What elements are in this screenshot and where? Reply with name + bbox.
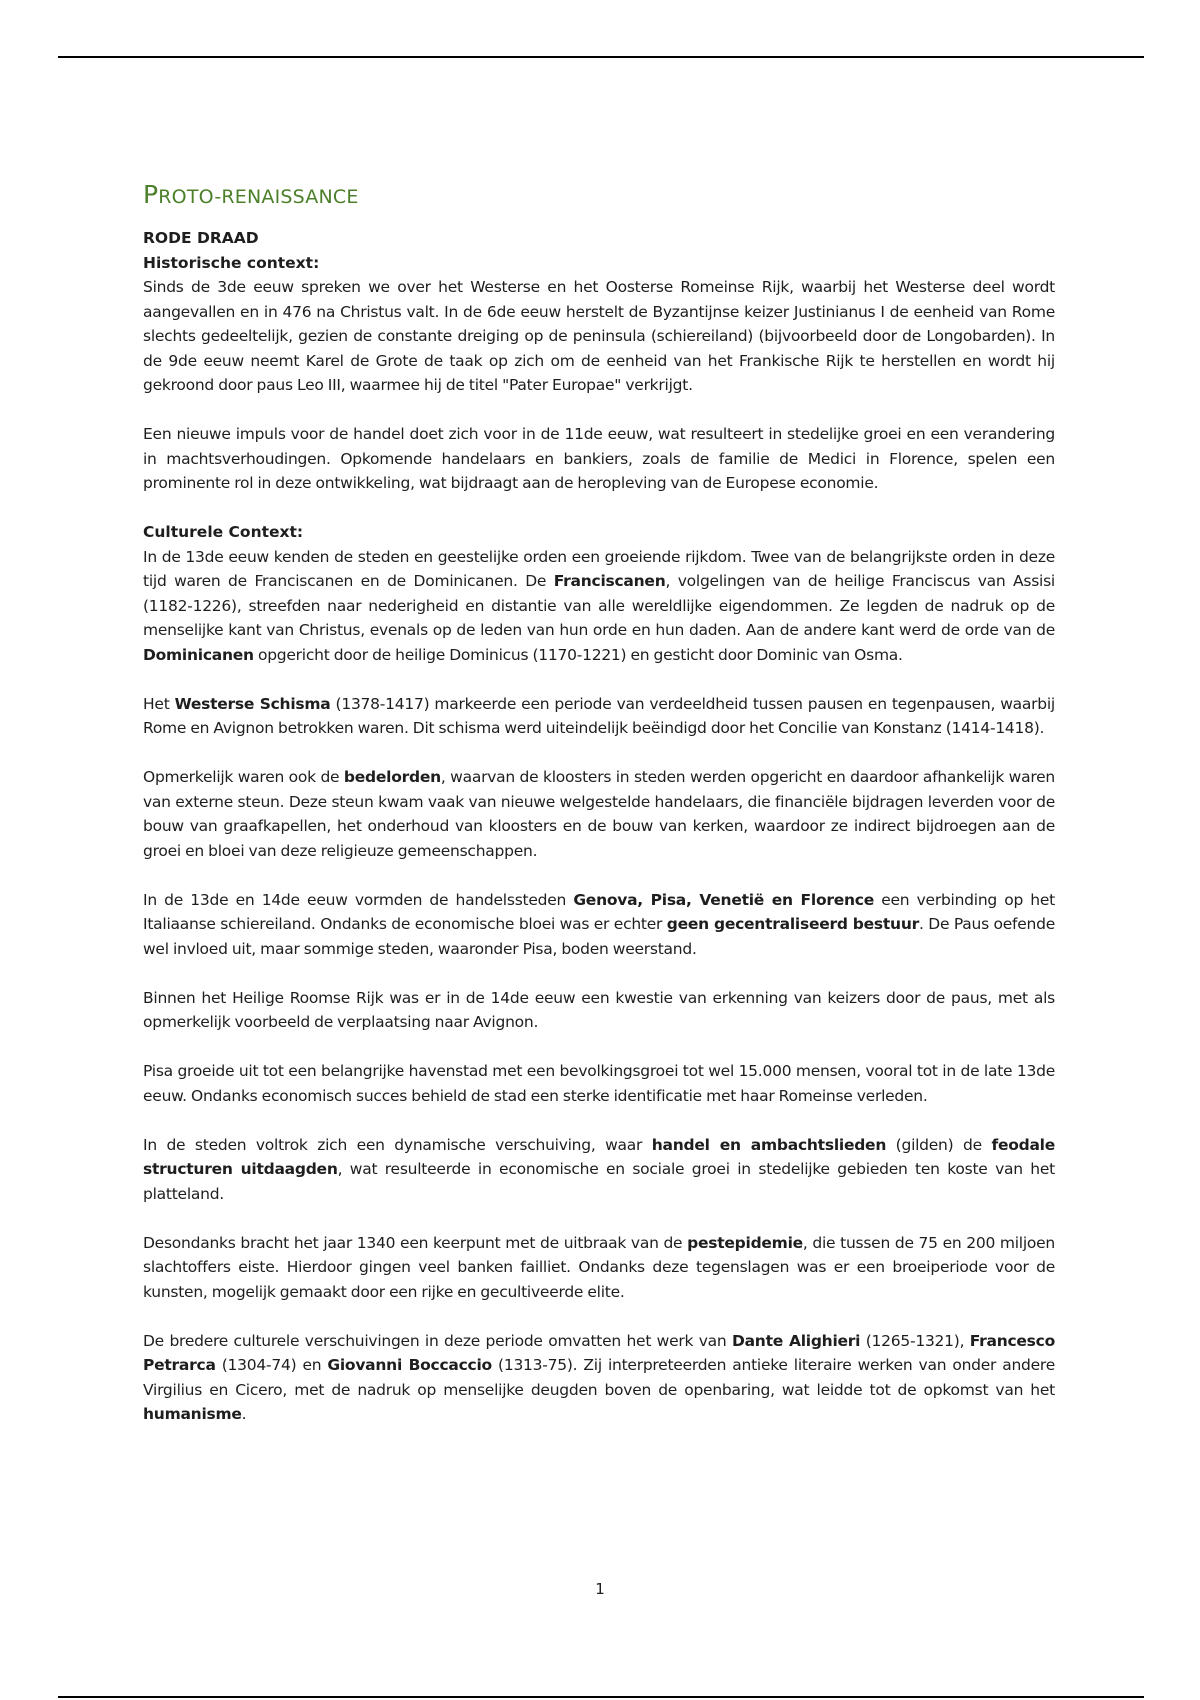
cultural-paragraph-6: Pisa groeide uit tot een belangrijke havenstad met een bevolkingsgroei tot wel 15.000 mensen, vooral tot in de late 13de eeuw. Ondanks economisch succes behield de stad een sterke identificatie met haar Romeinse verleden. [143, 1062, 1055, 1105]
historical-paragraph-1: Sinds de 3de eeuw spreken we over het Westerse en het Oosterse Romeinse Rijk, waarbij het Westerse deel wordt aangevallen en in 476 na Christus valt. In de 6de eeuw herstelt de Byzantijnse keizer Justinianus I de eenheid van Rome slechts gedeeltelijk, gezien de constante dreiging op de peninsula (schiereiland) (bijvoorbeeld door de Longobarden). In de 9de eeuw neemt Karel de Grote de taak op zich om de eenheid van het Frankische Rijk te herstellen en wordt hij gekroond door paus Leo III, waarmee hij de titel "Pater Europae" verkrijgt. [143, 278, 1055, 394]
page-number: 1 [595, 1580, 605, 1598]
historical-paragraph-2: Een nieuwe impuls voor de handel doet zich voor in de 11de eeuw, wat resulteert in stedelijke groei en een verandering in machtsverhoudingen. Opkomende handelaars en bankiers, zoals de familie de Medici in Florence, spelen een prominente rol in deze ontwikkeling, wat bijdraagt aan de heropleving van de Europese economie. [143, 425, 1055, 492]
cultural-paragraph-2: Het Westerse Schisma (1378-1417) markeerde een periode van verdeeldheid tussen pausen en tegenpausen, waarbij Rome en Avignon betrokken waren. Dit schisma werd uiteindelijk beëindigd door het Concilie van Konstanz (1414-1418). [143, 694, 1055, 737]
cultural-paragraph-9: De bredere culturele verschuivingen in deze periode omvatten het werk van Dante Alighieri (1265-1321), Francesco Petrarca (1304-74) en Giovanni Boccaccio (1313-75). Zij interpreteerden antieke literaire werken van onder andere Virgilius en Cicero, met de nadruk op menselijke deugden boven de openbaring, wat leidde tot de opkomst van het humanisme. [143, 1331, 1055, 1423]
subtitle: RODE DRAAD [143, 229, 259, 247]
cultural-paragraph-5: Binnen het Heilige Roomse Rijk was er in de 14de eeuw een kwestie van erkenning van keizers door de paus, met als opmerkelijk voorbeeld de verplaatsing naar Avignon. [143, 988, 1055, 1031]
cultural-context-label: Culturele Context: [143, 523, 304, 541]
header-rule [58, 56, 1144, 58]
cultural-paragraph-3: Opmerkelijk waren ook de bedelorden, waarvan de kloosters in steden werden opgericht en daardoor afhankelijk waren van externe steun. Deze steun kwam vaak van nieuwe welgestelde handelaars, die financiële bijdragen leverden voor de bouw van graafkapellen, het onderhoud van kloosters en de bouw van kerken, waardoor ze indirect bijdroegen aan de groei en bloei van deze religieuze gemeenschappen. [143, 768, 1055, 860]
footer-rule [58, 1696, 1144, 1698]
document-body [143, 178, 1055, 1451]
historical-context-label: Historische context: [143, 253, 320, 272]
page-title: PROTO-RENAISSANCE [143, 180, 359, 209]
cultural-paragraph-8: Desondanks bracht het jaar 1340 een keerpunt met de uitbraak van de pestepidemie, die tussen de 75 en 200 miljoen slachtoffers eiste. Hierdoor gingen veel banken failliet. Ondanks deze tegenslagen was er een broeiperiode voor de kunsten, mogelijk gemaakt door een rijke en gecultiveerde elite. [143, 1233, 1055, 1301]
cultural-paragraph-7: In de steden voltrok zich een dynamische verschuiving, waar handel en ambachtslieden (gilden) de feodale structuren uitdaagden, wat resulteerde in economische en sociale groei in stedelijke gebieden ten koste van het platteland. [143, 1135, 1055, 1203]
cultural-paragraph-1: In de 13de eeuw kenden de steden en geestelijke orden een groeiende rijkdom. Twee van de belangrijkste orden in deze tijd waren de Franciscanen en de Dominicanen. De Franciscanen, volgelingen van de heilige Franciscus van Assisi (1182-1226), streefden naar nederigheid en distantie van alle wereldlijke eigendommen. Ze legden de nadruk op de menselijke kant van Christus, evenals op de leden van hun orde en hun daden. Aan de andere kant werd de orde van de Dominicanen opgericht door de heilige Dominicus (1170-1221) en gesticht door Dominic van Osma. [143, 547, 1055, 664]
cultural-paragraph-4: In de 13de en 14de eeuw vormden de handelssteden Genova, Pisa, Venetië en Florence een verbinding op het Italiaanse schiereiland. Ondanks de economische bloei was er echter geen gecentraliseerd bestuur. De Paus oefende wel invloed uit, maar sommige steden, waaronder Pisa, boden weerstand. [143, 890, 1055, 958]
